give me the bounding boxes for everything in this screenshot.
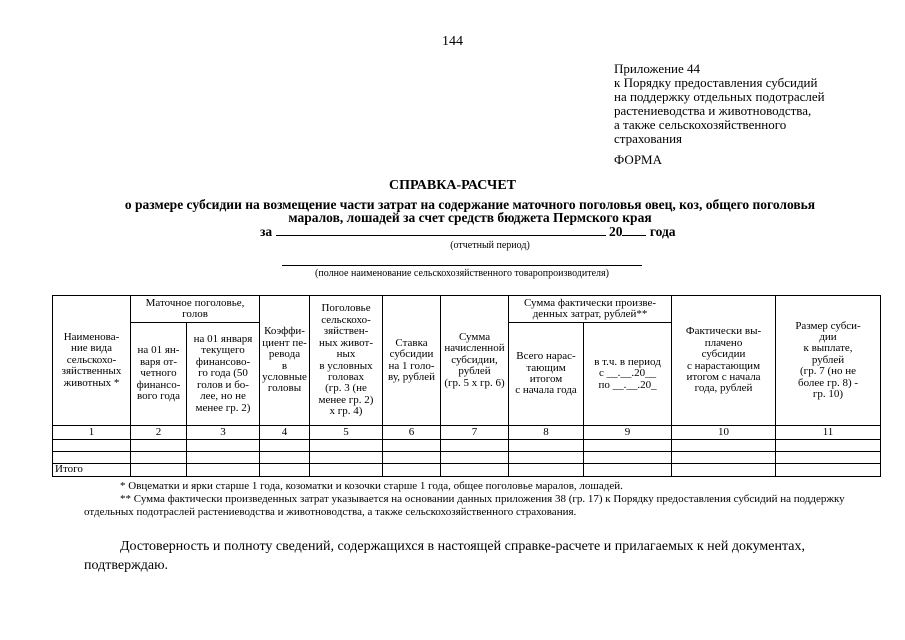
table-cell[interactable]	[776, 464, 881, 477]
header-line: (гр. 5 х гр. 6)	[444, 376, 505, 389]
year-blank-field[interactable]	[622, 225, 646, 236]
header-line: с __.__.20__	[598, 367, 657, 380]
column-number: 4	[260, 426, 310, 440]
header-line: ву, рублей	[388, 370, 436, 383]
table-cell[interactable]	[260, 440, 310, 452]
header-conversion-coefficient	[260, 296, 310, 426]
header-line: животных *	[63, 376, 120, 389]
header-line: Наименова-	[63, 330, 120, 343]
header-line: головы	[267, 382, 302, 395]
header-line: Поголовье	[321, 302, 371, 315]
header-line: финансово-	[195, 355, 251, 368]
footnote-1: * Овцематки и ярки старше 1 года, козоматки и козочки старше 1 года, общее поголовье маралов, лошадей.	[120, 480, 623, 492]
producer-name-field[interactable]	[282, 265, 642, 266]
table-cell[interactable]	[187, 452, 260, 464]
header-line: в	[281, 359, 288, 372]
column-number: 2	[131, 426, 187, 440]
header-line: субсидии,	[451, 353, 498, 366]
confirmation-text	[84, 537, 874, 575]
header-line: вого года	[136, 390, 180, 403]
header-livestock-start-current-year	[187, 323, 260, 426]
period-line	[260, 224, 676, 240]
header-line: на 1 голо-	[388, 359, 435, 372]
header-line: Сумма	[458, 330, 491, 343]
header-line: Фактически вы-	[685, 325, 762, 338]
table-cell[interactable]	[131, 440, 187, 452]
table-cell[interactable]	[260, 464, 310, 477]
header-line: Сумма фактически произве-	[523, 296, 657, 309]
header-line: тающим	[526, 361, 566, 374]
column-number: 11	[776, 426, 881, 440]
header-line: четного	[140, 367, 177, 380]
header-line: ных живот-	[319, 336, 373, 349]
period-year-prefix: 20	[608, 224, 623, 239]
total-label: Итого	[53, 464, 131, 477]
header-line: рублей	[458, 365, 491, 378]
total-row	[53, 464, 881, 477]
column-number: 10	[672, 426, 776, 440]
table-cell[interactable]	[584, 440, 672, 452]
appendix-line: на поддержку отдельных подотраслей	[614, 89, 825, 104]
header-line: менее гр. 2)	[318, 393, 374, 406]
header-line: итогом	[529, 373, 563, 385]
header-costs-in-period	[584, 323, 672, 426]
table-row	[53, 440, 881, 452]
table-cell[interactable]	[441, 464, 509, 477]
table-cell[interactable]	[310, 464, 383, 477]
table-cell[interactable]	[584, 452, 672, 464]
header-line: к выплате,	[803, 342, 853, 355]
header-line: Коэффи-	[264, 325, 305, 338]
table-cell[interactable]	[441, 452, 509, 464]
table-cell[interactable]	[509, 440, 584, 452]
header-line: в т.ч. в период	[594, 355, 661, 368]
column-number: 7	[441, 426, 509, 440]
column-number: 8	[509, 426, 584, 440]
appendix-line: растениеводства и животноводства,	[614, 103, 812, 118]
table-cell[interactable]	[776, 452, 881, 464]
column-number: 5	[310, 426, 383, 440]
table-cell[interactable]	[187, 440, 260, 452]
header-line: с нарастающим	[687, 359, 761, 372]
footnote-2	[84, 493, 874, 518]
header-line: Всего нарас-	[516, 350, 576, 363]
header-line: зяйствен-	[323, 325, 369, 338]
header-line: головах	[328, 370, 365, 383]
table-cell[interactable]	[260, 452, 310, 464]
header-costs-total-ytd	[509, 323, 584, 426]
header-subsidy-to-pay	[776, 296, 881, 426]
header-line: ных	[336, 348, 356, 361]
header-line: субсидии	[389, 348, 434, 361]
calculation-table	[52, 295, 881, 477]
header-line: по __.__.20_	[598, 378, 657, 391]
header-line: голов	[182, 308, 208, 320]
header-line: с начала года	[515, 384, 577, 397]
document-subtitle	[70, 198, 870, 224]
header-line: в условных	[319, 359, 373, 372]
header-line: рублей	[811, 353, 845, 366]
header-line: (гр. 3 (не	[325, 382, 367, 395]
header-line: Размер субси-	[795, 319, 861, 332]
appendix-line: а также сельскохозяйственного	[614, 117, 787, 132]
header-line: (гр. 7 (но не	[800, 365, 857, 378]
table-cell[interactable]	[776, 440, 881, 452]
header-costs-group	[509, 296, 672, 323]
header-line: го года (50	[198, 367, 248, 380]
header-line: ревода	[268, 348, 301, 361]
header-line: варя от-	[139, 355, 178, 368]
period-blank-field[interactable]	[276, 225, 606, 236]
header-conditional-heads	[310, 296, 383, 426]
header-livestock-start-reporting-year	[131, 323, 187, 426]
document-title: СПРАВКА-РАСЧЕТ	[388, 178, 517, 193]
table-cell[interactable]	[187, 464, 260, 477]
table-cell[interactable]	[383, 464, 441, 477]
column-number: 1	[53, 426, 131, 440]
table-cell[interactable]	[672, 440, 776, 452]
confirmation-body: Достоверность и полноту сведений, содержащихся в настоящей справке-расчете и прилагаемых к ней документах, подтверждаю.	[84, 539, 805, 573]
header-line: года, рублей	[694, 382, 753, 395]
header-line: менее гр. 2)	[195, 401, 251, 414]
table-cell[interactable]	[441, 440, 509, 452]
period-caption: (отчетный период)	[450, 240, 530, 251]
header-line: дии	[819, 330, 837, 343]
table-cell[interactable]	[584, 464, 672, 477]
header-line: начисленной	[444, 342, 505, 355]
column-number: 3	[187, 426, 260, 440]
header-line: на 01 ян-	[137, 344, 180, 357]
table-cell[interactable]	[509, 452, 584, 464]
header-accrued-subsidy	[441, 296, 509, 426]
appendix-line: Приложение 44	[614, 61, 701, 76]
header-line: гр. 10)	[812, 388, 844, 401]
table-cell[interactable]	[131, 452, 187, 464]
table-cell[interactable]	[383, 440, 441, 452]
period-suffix: года	[649, 224, 676, 239]
appendix-line: к Порядку предоставления субсидий	[614, 75, 818, 90]
period-prefix: за	[260, 224, 273, 239]
header-paid-subsidy	[672, 296, 776, 426]
header-line: зяйственных	[61, 365, 122, 378]
header-line: текущего	[201, 344, 245, 357]
header-line: денных затрат, рублей**	[532, 308, 648, 320]
producer-caption: (полное наименование сельскохозяйственного товаропроизводителя)	[315, 268, 609, 279]
subtitle-line: маралов, лошадей за счет средств бюджета Пермского края	[288, 210, 652, 225]
appendix-block	[614, 62, 894, 146]
subtitle-line: о размере субсидии на возмещение части затрат на содержание маточного поголовья овец, коз, общего поголовья	[124, 197, 816, 212]
header-line: итогом с начала	[686, 370, 761, 383]
table-cell[interactable]	[383, 452, 441, 464]
header-line: на 01 января	[193, 333, 253, 346]
header-line: сельскохо-	[321, 313, 371, 326]
table-cell[interactable]	[131, 464, 187, 477]
table-cell[interactable]	[310, 452, 383, 464]
footnote-2-text: ** Сумма фактически произведенных затрат указывается на основании данных приложения 38 (гр. 17) к Порядку предоставления субсидий на поддержку отдельных подотраслей растениеводства и животноводства, а также сельскохозяйственного страхования.	[84, 493, 845, 518]
table-cell[interactable]	[672, 452, 776, 464]
header-line: х гр. 4)	[329, 405, 363, 418]
header-livestock-group	[131, 296, 260, 323]
table-cell[interactable]	[310, 440, 383, 452]
header-line: Маточное поголовье,	[145, 296, 245, 309]
table-row	[53, 452, 881, 464]
header-line: финансо-	[136, 378, 181, 391]
header-line: голов и бо-	[197, 378, 249, 391]
table-cell[interactable]	[53, 452, 131, 464]
header-line: более гр. 8) -	[797, 376, 859, 389]
header-line: циент пе-	[262, 336, 307, 349]
column-number: 6	[383, 426, 441, 440]
page-number: 144	[442, 34, 463, 49]
appendix-line: страхования	[614, 131, 683, 146]
header-line: лее, но не	[200, 390, 246, 403]
header-line: субсидии	[701, 348, 746, 361]
column-number-row	[53, 426, 881, 440]
form-label: ФОРМА	[614, 152, 662, 167]
header-animal-type	[53, 296, 131, 426]
column-number: 9	[584, 426, 672, 440]
header-line: сельскохо-	[66, 353, 117, 366]
header-line: условные	[262, 370, 307, 383]
header-subsidy-rate	[383, 296, 441, 426]
table-cell[interactable]	[509, 464, 584, 477]
header-line: ние вида	[71, 342, 112, 355]
header-line: Ставка	[395, 336, 428, 349]
table-cell[interactable]	[53, 440, 131, 452]
table-cell[interactable]	[672, 464, 776, 477]
header-line: плачено	[704, 336, 743, 349]
